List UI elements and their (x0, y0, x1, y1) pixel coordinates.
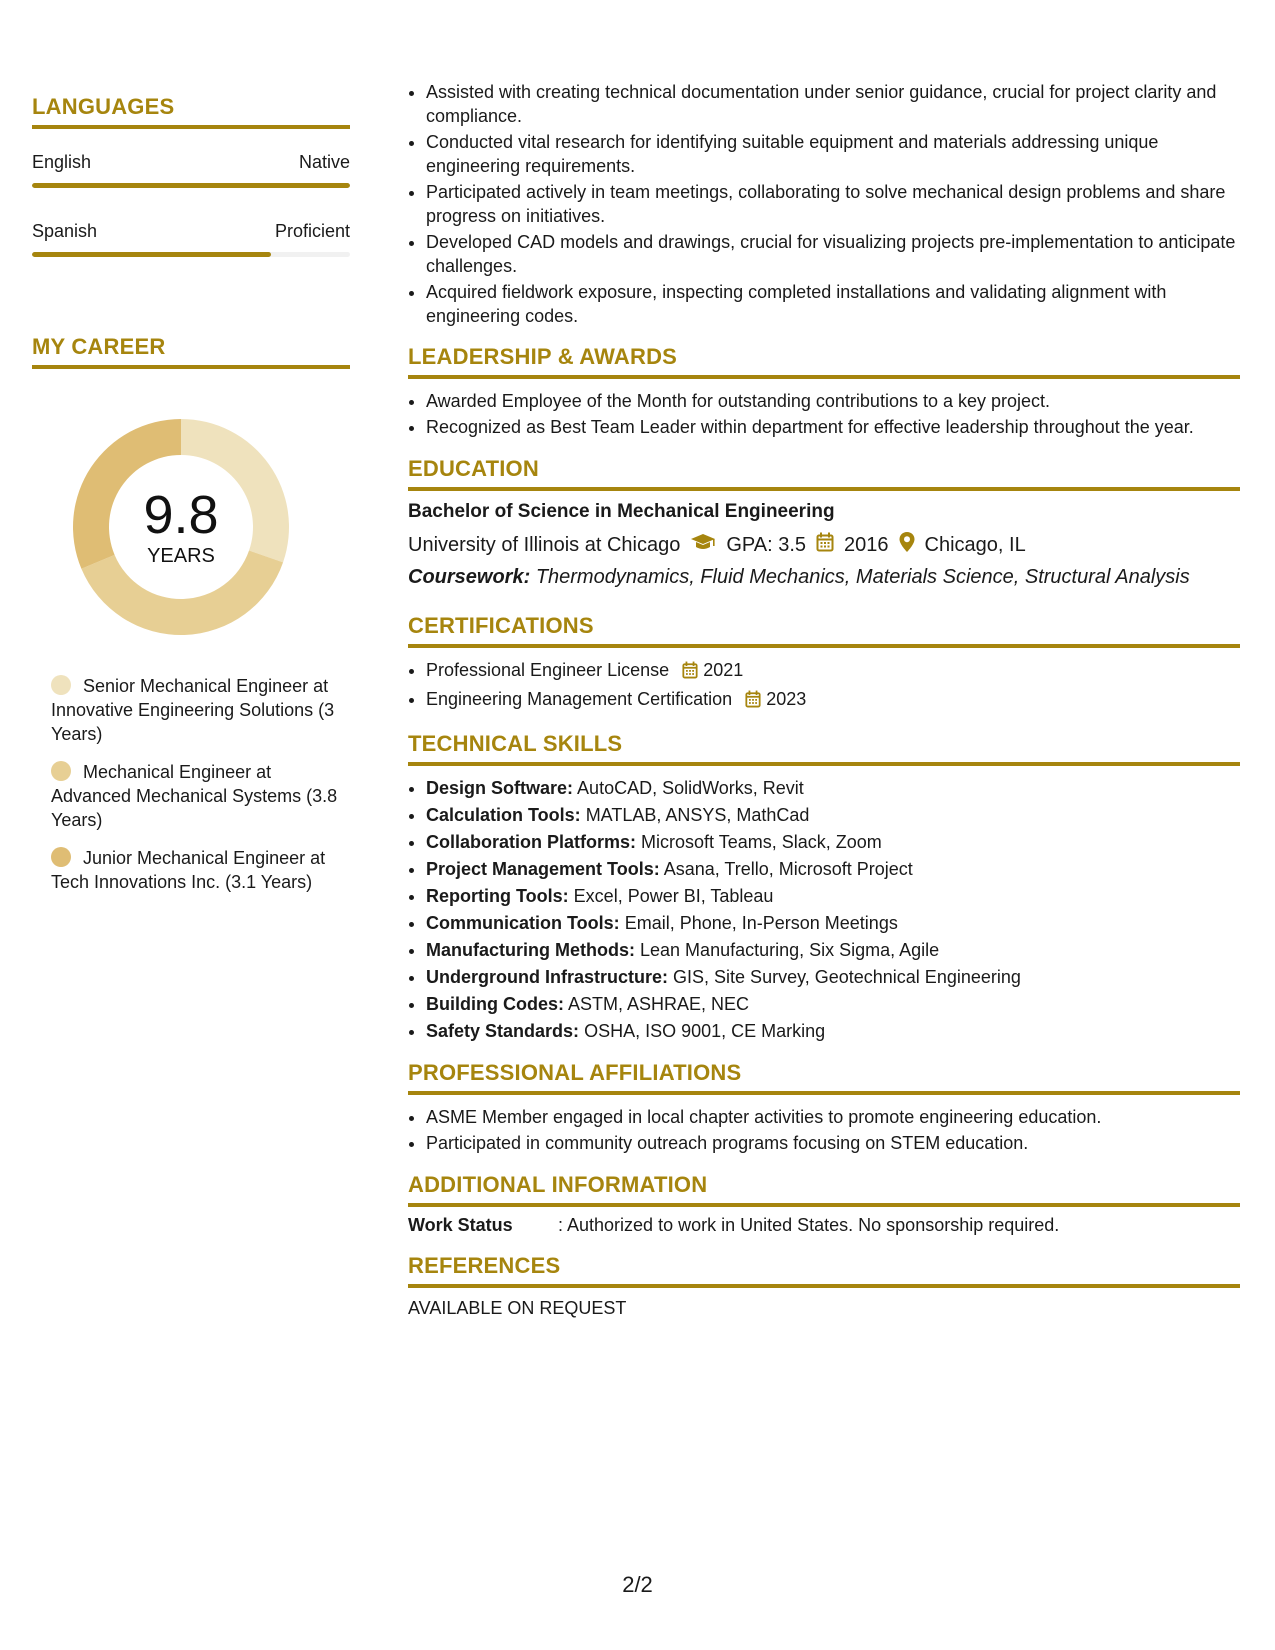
calendar-icon (682, 661, 698, 685)
education-gpa: GPA: 3.5 (726, 533, 807, 556)
affiliation-item: • Participated in community outreach programs focusing on STEM education. (426, 1131, 1240, 1155)
education-school: University of Illinois at Chicago (408, 533, 681, 556)
career-role-label: Mechanical Engineer at Advanced Mechanical Systems (3.8 Years) (51, 762, 338, 830)
career-legend-item (51, 760, 341, 832)
language-level: Proficient (274, 221, 350, 241)
language-level: Native (298, 152, 350, 172)
work-status-label: Work Status (408, 1215, 513, 1235)
skills-heading: TECHNICAL SKILLS (408, 731, 1240, 766)
certification-item (426, 658, 1240, 685)
career-donut-chart (66, 412, 296, 642)
skill-value: MATLAB, ANSYS, MathCad (585, 805, 810, 825)
career-total-unit: YEARS (147, 544, 215, 567)
affiliations-heading: PROFESSIONAL AFFILIATIONS (408, 1060, 1240, 1095)
skill-value: Asana, Trello, Microsoft Project (663, 859, 913, 879)
coursework-value: Thermodynamics, Fluid Mechanics, Materials Science, Structural Analysis (535, 566, 1190, 588)
skill-value: Excel, Power BI, Tableau (573, 886, 774, 906)
right-column (408, 0, 1240, 1319)
experience-bullet: • Assisted with creating technical documentation under senior guidance, crucial for project clarity and compliance. (426, 80, 1240, 128)
skill-value: ASTM, ASHRAE, NEC (568, 994, 750, 1014)
skill-value: AutoCAD, SolidWorks, Revit (577, 778, 804, 798)
skill-item (426, 911, 1240, 935)
career-total-value: 9.8 (143, 484, 219, 545)
skill-value: Microsoft Teams, Slack, Zoom (641, 832, 882, 852)
skill-label: Manufacturing Methods: (426, 940, 635, 960)
language-name: English (32, 152, 92, 172)
career-heading: MY CAREER (32, 334, 350, 369)
skill-item (426, 830, 1240, 854)
skill-label: Safety Standards: (426, 1021, 580, 1041)
skill-label: Communication Tools: (426, 913, 620, 933)
skill-item (426, 884, 1240, 908)
experience-bullet: • Acquired fieldwork exposure, inspecting completed installations and validating alignment with engineering codes. (426, 280, 1240, 328)
leadership-item: • Awarded Employee of the Month for outstanding contributions to a key project. (426, 389, 1240, 413)
certifications-heading: CERTIFICATIONS (408, 613, 1240, 648)
skill-item (426, 776, 1240, 800)
location-pin-icon (899, 532, 915, 558)
career-role-label: Senior Mechanical Engineer at Innovative Engineering Solutions (3 Years) (51, 676, 335, 744)
language-level-bar (32, 252, 350, 257)
references-value: AVAILABLE ON REQUEST (408, 1298, 627, 1318)
experience-bullet: • Participated actively in team meetings, collaborating to solve mechanical design problems and share progress on initiatives. (426, 180, 1240, 228)
skill-item (426, 992, 1240, 1016)
graduation-cap-icon (690, 533, 716, 557)
education-coursework (408, 566, 1240, 589)
education-year: 2016 (844, 533, 889, 556)
career-role-label: Junior Mechanical Engineer at Tech Innovations Inc. (3.1 Years) (51, 848, 326, 892)
languages-heading: LANGUAGES (32, 94, 350, 129)
calendar-icon (816, 532, 834, 558)
skill-value: OSHA, ISO 9001, CE Marking (584, 1021, 826, 1041)
career-legend-item (51, 674, 341, 746)
affiliation-item: • ASME Member engaged in local chapter activities to promote engineering education. (426, 1105, 1240, 1129)
skill-item (426, 857, 1240, 881)
leadership-heading: LEADERSHIP & AWARDS (408, 344, 1240, 379)
skill-label: Underground Infrastructure: (426, 967, 669, 987)
skill-label: Design Software: (426, 778, 574, 798)
certification-year: 2021 (703, 660, 744, 680)
certification-name: Engineering Management Certification (426, 689, 733, 709)
page-number: 2/2 (622, 1572, 653, 1597)
certification-year: 2023 (766, 689, 807, 709)
experience-bullet: • Conducted vital research for identifying suitable equipment and materials addressing unique engineering requirements. (426, 130, 1240, 178)
education-heading: EDUCATION (408, 456, 1240, 491)
skill-item (426, 803, 1240, 827)
experience-bullets (408, 80, 1240, 328)
skill-value: Lean Manufacturing, Six Sigma, Agile (640, 940, 940, 960)
calendar-icon (745, 690, 761, 714)
affiliations-list (408, 1105, 1240, 1155)
career-legend-item (51, 846, 341, 894)
education-location: Chicago, IL (924, 533, 1026, 556)
skill-label: Building Codes: (426, 994, 564, 1014)
education-details (408, 532, 1240, 558)
skill-value: GIS, Site Survey, Geotechnical Engineering (673, 967, 1021, 987)
legend-swatch (51, 675, 71, 695)
language-name: Spanish (32, 221, 98, 241)
career-legend (51, 674, 341, 908)
language-level-fill (32, 183, 350, 188)
coursework-label: Coursework: (408, 566, 531, 588)
language-english (32, 152, 350, 188)
certifications-list (408, 658, 1240, 714)
work-status-row (408, 1215, 1240, 1236)
references-heading: REFERENCES (408, 1253, 1240, 1288)
skill-label: Reporting Tools: (426, 886, 569, 906)
language-spanish (32, 221, 350, 257)
legend-swatch (51, 761, 71, 781)
skill-label: Calculation Tools: (426, 805, 581, 825)
certification-name: Professional Engineer License (426, 660, 670, 680)
skill-label: Project Management Tools: (426, 859, 660, 879)
skill-item (426, 938, 1240, 962)
experience-bullet: • Developed CAD models and drawings, crucial for visualizing projects pre-implementation to anticipate challenges. (426, 230, 1240, 278)
leadership-item: • Recognized as Best Team Leader within department for effective leadership throughout the year. (426, 415, 1240, 439)
work-status-value: : Authorized to work in United States. No sponsorship required. (558, 1215, 1060, 1235)
skill-label: Collaboration Platforms: (426, 832, 637, 852)
skill-item (426, 1019, 1240, 1043)
language-level-fill (32, 252, 271, 257)
skills-list (408, 776, 1240, 1043)
legend-swatch (51, 847, 71, 867)
skill-item (426, 965, 1240, 989)
skill-value: Email, Phone, In-Person Meetings (624, 913, 898, 933)
leadership-list (408, 389, 1240, 439)
education-degree: Bachelor of Science in Mechanical Engineering (408, 501, 835, 522)
language-level-bar (32, 183, 350, 188)
additional-info-heading: ADDITIONAL INFORMATION (408, 1172, 1240, 1207)
certification-item (426, 687, 1240, 714)
